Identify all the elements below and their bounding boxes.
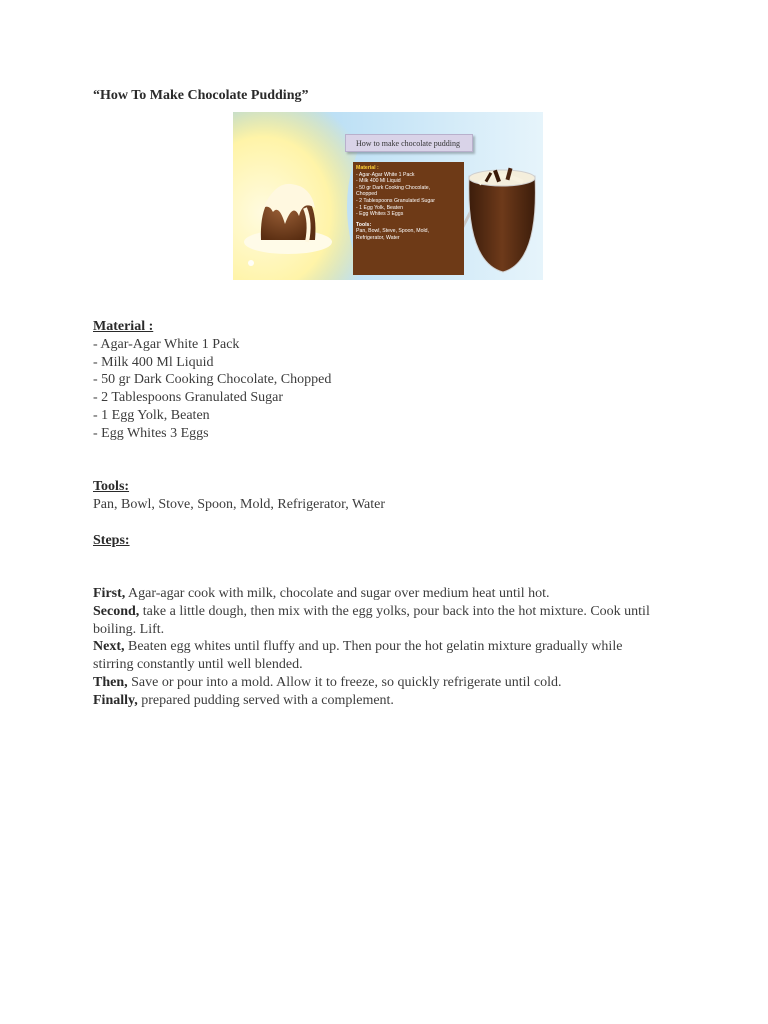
card-tools-heading: Tools:: [356, 221, 372, 228]
step-lead: Finally,: [93, 692, 138, 708]
step-text: Save or pour into a mold. Allow it to freeze, so quickly refrigerate until cold.: [127, 674, 562, 690]
step-text: take a little dough, then mix with the egg yolks, pour back into the hot mixture. Cook until boiling. Lift.: [93, 603, 650, 637]
step-item: [93, 674, 653, 692]
card-tools-line: Refrigerator, Water: [356, 234, 400, 241]
card-material-line: - 2 Tablespoons Granulated Sugar: [356, 197, 435, 204]
step-item: [93, 692, 653, 710]
step-item: [93, 603, 653, 639]
tools-heading: Tools:: [93, 479, 130, 494]
card-material-line: - Egg Whites 3 Eggs: [356, 211, 404, 218]
step-item: [93, 585, 653, 603]
illustration-card-title: How to make chocolate pudding: [345, 134, 473, 152]
card-material-line: Chopped: [356, 191, 378, 198]
document-title: “How To Make Chocolate Pudding”: [93, 88, 309, 103]
step-lead: Second,: [93, 603, 140, 619]
card-material-line: - Milk 400 Ml Liquid: [356, 178, 401, 185]
steps-heading: Steps:: [93, 533, 130, 548]
material-item: - 1 Egg Yolk, Beaten: [93, 407, 210, 423]
card-material-line: - Agar-Agar White 1 Pack: [356, 171, 415, 178]
material-item: - Agar-Agar White 1 Pack: [93, 336, 240, 352]
illustration-recipe-card: [353, 162, 464, 275]
step-text: prepared pudding served with a complement.: [137, 692, 394, 708]
card-tools-line: Pan, Bowl, Steve, Spoon, Mold,: [356, 228, 429, 235]
step-lead: Then,: [93, 674, 128, 690]
step-lead: First,: [93, 586, 126, 601]
material-item: - Egg Whites 3 Eggs: [93, 425, 209, 441]
recipe-illustration: [233, 112, 543, 280]
tools-section: [93, 478, 385, 514]
tools-list: Pan, Bowl, Stove, Spoon, Mold, Refrigerator, Water: [93, 496, 386, 512]
card-material-line: - 1 Egg Yolk, Beaten: [356, 204, 404, 211]
card-material-line: - 50 gr Dark Cooking Chocolate,: [356, 184, 431, 191]
material-heading: Material :: [93, 319, 154, 334]
step-item: [93, 638, 653, 674]
material-item: - 2 Tablespoons Granulated Sugar: [93, 390, 284, 406]
steps-section: [93, 585, 653, 710]
step-text: Beaten egg whites until fluffy and up. Then pour the hot gelatin mixture gradually while stirring constantly until well blended.: [93, 639, 623, 673]
card-material-heading: Material :: [356, 165, 379, 171]
material-section: [93, 318, 331, 443]
step-lead: Next,: [93, 639, 125, 655]
material-item: - 50 gr Dark Cooking Chocolate, Chopped: [93, 372, 332, 388]
step-text: Agar-agar cook with milk, chocolate and sugar over medium heat until hot.: [125, 586, 550, 601]
steps-heading-block: [93, 532, 130, 550]
material-item: - Milk 400 Ml Liquid: [93, 354, 214, 370]
